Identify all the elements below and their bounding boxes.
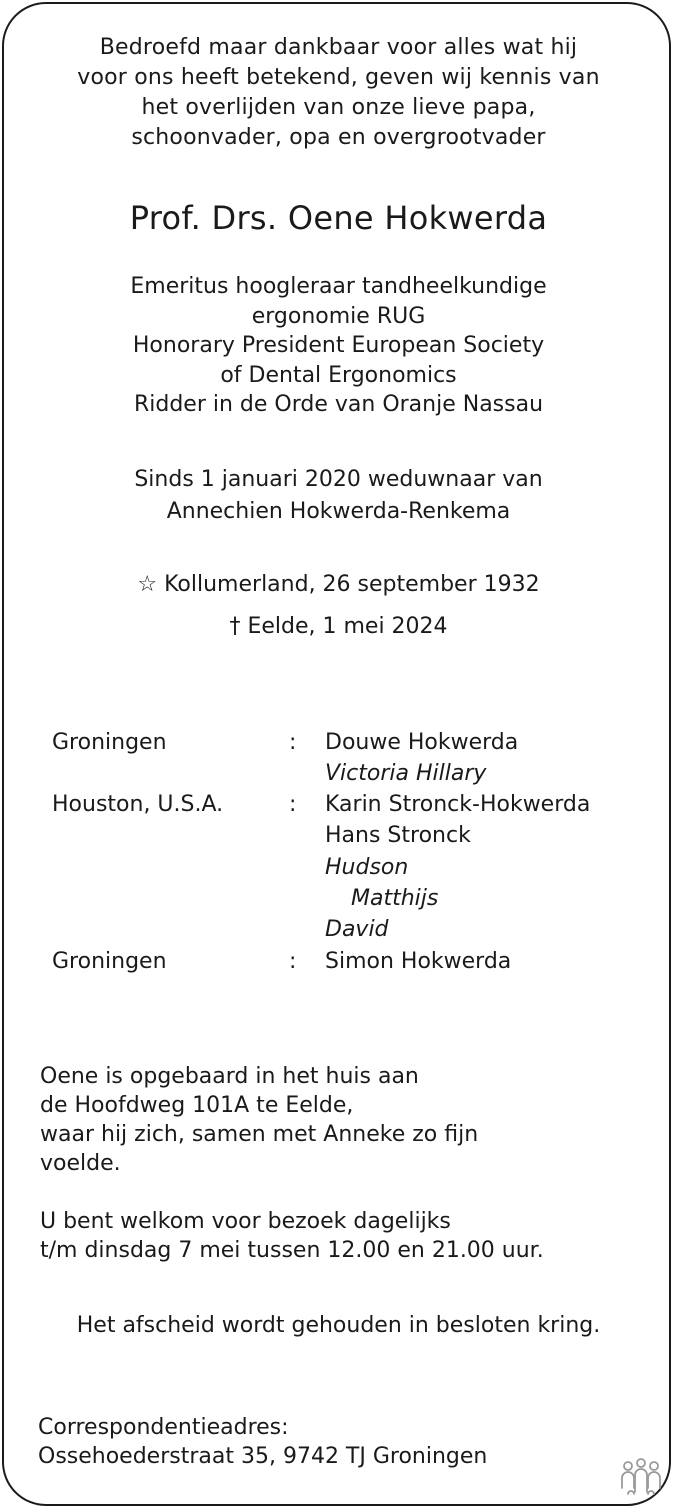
farewell-text: Het afscheid wordt gehouden in besloten kring. (76, 1313, 601, 1338)
intro-line: voor ons heeft betekend, geven wij kennis van (77, 65, 600, 90)
family-place: Houston, U.S.A. (52, 792, 224, 817)
laid-out-paragraph (40, 1062, 478, 1178)
star-icon: ☆ (137, 572, 158, 597)
family-member: Karin Stronck-Hokwerda (325, 792, 591, 817)
title-line: of Dental Ergonomics (220, 362, 457, 388)
intro-line: schoonvader, opa en overgrootvader (131, 125, 546, 150)
paragraph-line: de Hoofdweg 101A te Eelde, (40, 1093, 354, 1118)
widower-line: Annechien Hokwerda-Renkema (166, 499, 511, 524)
death-line (0, 611, 677, 643)
family-place: Groningen (52, 949, 167, 974)
family-member: David (325, 917, 389, 942)
family-member: Simon Hokwerda (325, 949, 512, 974)
intro-line: het overlijden van onze lieve papa, (141, 95, 536, 120)
correspondence-label: Correspondentieadres: (38, 1415, 289, 1440)
correspondence-address: Ossehoederstraat 35, 9742 TJ Groningen (38, 1444, 488, 1469)
cross-icon: † (229, 614, 241, 639)
visit-paragraph (40, 1207, 544, 1265)
correspondence-block (38, 1413, 487, 1471)
intro-line: Bedroefd maar dankbaar voor alles wat hij (99, 35, 578, 60)
title-line: ergonomie RUG (251, 303, 426, 329)
family-separator: : (289, 949, 297, 974)
family-member: Victoria Hillary (325, 761, 487, 786)
family-separator: : (289, 730, 297, 755)
family-separator: : (289, 792, 297, 817)
titles-block (0, 272, 677, 420)
birth-line (0, 569, 677, 601)
title-line: Emeritus hoogleraar tandheelkundige (130, 274, 547, 299)
paragraph-line: U bent welkom voor bezoek dagelijks (40, 1209, 451, 1234)
intro-text (0, 33, 677, 153)
people-group-icon (618, 1456, 664, 1498)
paragraph-line: voelde. (40, 1151, 121, 1176)
family-place: Groningen (52, 730, 167, 755)
death-text: Eelde, 1 mei 2024 (247, 614, 448, 639)
family-member: Hudson (325, 855, 409, 880)
paragraph-line: waar hij zich, samen met Anneke zo fijn (40, 1122, 479, 1147)
paragraph-line: t/m dinsdag 7 mei tussen 12.00 en 21.00 uur. (40, 1238, 544, 1263)
widower-line: Sinds 1 januari 2020 weduwnaar van (134, 467, 543, 492)
title-line: Ridder in de Orde van Oranje Nassau (133, 392, 544, 417)
family-member: Hans Stronck (325, 823, 471, 848)
paragraph-line: Oene is opgebaard in het huis aan (40, 1064, 419, 1089)
family-member: Matthijs (351, 886, 439, 911)
birth-text: Kollumerland, 26 september 1932 (164, 572, 540, 597)
title-line: Honorary President European Society (132, 333, 545, 358)
family-member: Douwe Hokwerda (325, 730, 519, 755)
widower-block (0, 464, 677, 528)
deceased-name: Prof. Drs. Oene Hokwerda (129, 199, 548, 237)
